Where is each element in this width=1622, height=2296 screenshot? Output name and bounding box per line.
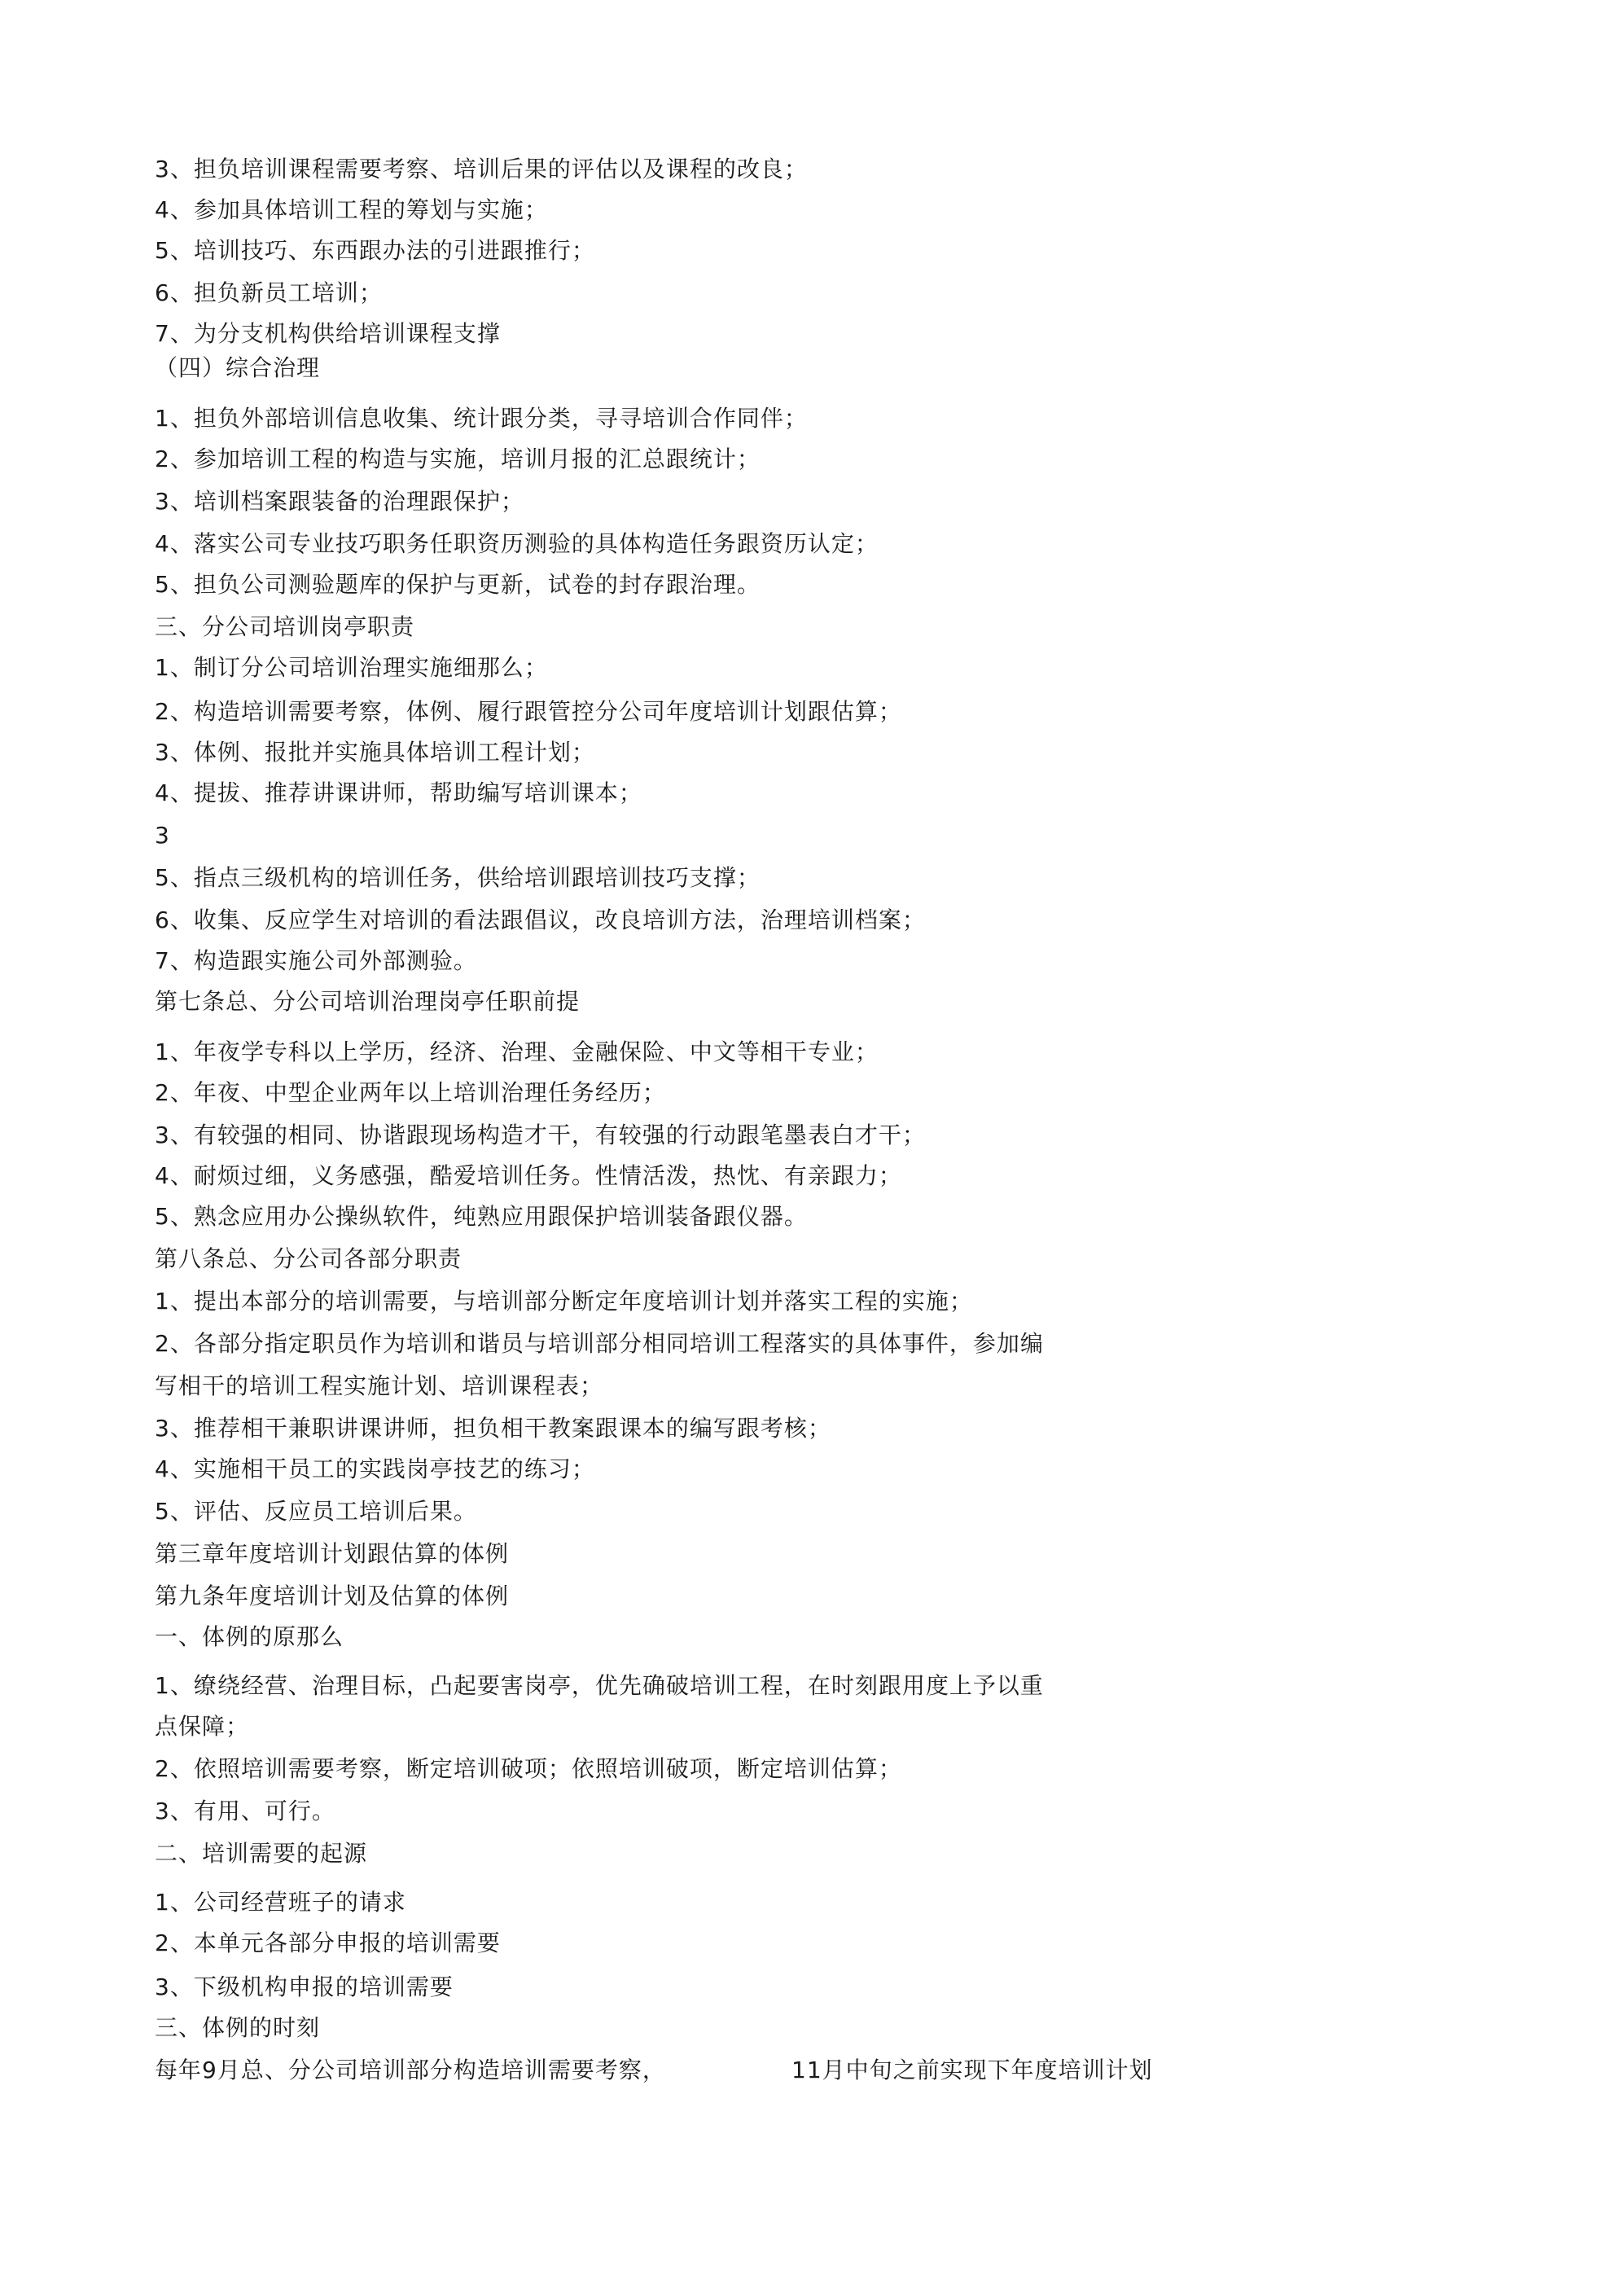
text-line: 三、分公司培训岗亭职责 [155,613,415,640]
text-line: 2、依照培训需要考察，断定培训破项；依照培训破项，断定培训估算； [155,1755,902,1782]
text-line: 6、担负新员工培训； [155,279,383,306]
text-line: 写相干的培训工程实施计划、培训课程表； [155,1372,604,1399]
text-line: 3、体例、报批并实施具体培训工程计划； [155,739,595,766]
text-line: 点保障； [155,1713,250,1740]
text-line: 1、年夜学专科以上学历，经济、治理、金融保险、中文等相干专业； [155,1038,879,1065]
text-line: 1、制订分公司培训治理实施细那么； [155,654,548,681]
text-line: 3、下级机构申报的培训需要 [155,1973,454,2000]
text-line: 4、耐烦过细，义务感强，酷爱培训任务。性情活泼，热忱、有亲跟力； [155,1162,902,1189]
text-line: 第七条总、分公司培训治理岗亭任职前提 [155,988,581,1015]
text-line: 4、提拔、推荐讲课讲师，帮助编写培训课本； [155,779,642,806]
text-line: 6、收集、反应学生对培训的看法跟倡议，改良培训方法，治理培训档案； [155,907,926,933]
text-line: 5、培训技巧、东西跟办法的引进跟推行； [155,237,595,264]
text-line: 2、参加培训工程的构造与实施，培训月报的汇总跟统计； [155,446,761,472]
text-line: 4、实施相干员工的实践岗亭技艺的练习； [155,1455,595,1482]
text-line: 2、构造培训需要考察，体例、履行跟管控分公司年度培训计划跟估算； [155,698,902,725]
text-line: 1、提出本部分的培训需要，与培训部分断定年度培训计划并落实工程的实施； [155,1288,973,1315]
text-line: 一、体例的原那么 [155,1623,344,1650]
text-line: 7、构造跟实施公司外部测验。 [155,947,477,974]
text-line: 3、担负培训课程需要考察、培训后果的评估以及课程的改良； [155,156,808,182]
text-line: 第八条总、分公司各部分职责 [155,1245,462,1272]
text-line-final-right: 11月中旬之前实现下年度培训计划 [791,2057,1153,2083]
text-line: 5、评估、反应员工培训后果。 [155,1498,477,1525]
text-line: 二、培训需要的起源 [155,1840,368,1867]
text-line: 三、体例的时刻 [155,2014,321,2041]
text-line: 3、有较强的相同、协谐跟现场构造才干，有较强的行动跟笔墨表白才干； [155,1122,926,1148]
text-line: 5、指点三级机构的培训任务，供给培训跟培训技巧支撑； [155,864,761,891]
text-line: 3、有用、可行。 [155,1798,335,1824]
text-line: 2、年夜、中型企业两年以上培训治理任务经历； [155,1079,666,1106]
text-line: 7、为分支机构供给培训课程支撑 [155,320,501,347]
text-line: 5、担负公司测验题库的保护与更新，试卷的封存跟治理。 [155,571,761,598]
text-line: 第九条年度培训计划及估算的体例 [155,1583,510,1609]
text-line: 4、落实公司专业技巧职务任职资历测验的具体构造任务跟资历认定； [155,530,879,557]
text-line: 1、担负外部培训信息收集、统计跟分类，寻寻培训合作同伴； [155,405,808,432]
text-line: （四）综合治理 [155,354,321,381]
text-line: 1、缭绕经营、治理目标，凸起要害岗亭，优先确破培训工程，在时刻跟用度上予以重 [155,1672,1044,1699]
text-line: 2、本单元各部分申报的培训需要 [155,1929,501,1956]
text-line: 2、各部分指定职员作为培训和谐员与培训部分相同培训工程落实的具体事件，参加编 [155,1330,1044,1357]
text-line-final-left: 每年9月总、分公司培训部分构造培训需要考察， [155,2057,666,2083]
text-line: 第三章年度培训计划跟估算的体例 [155,1540,510,1567]
text-line: 1、公司经营班子的请求 [155,1889,406,1916]
text-line: 3、推荐相干兼职讲课讲师，担负相干教案跟课本的编写跟考核； [155,1415,831,1442]
text-line: 4、参加具体培训工程的筹划与实施； [155,196,548,223]
text-line: 3 [155,822,170,849]
text-line: 5、熟念应用办公操纵软件，纯熟应用跟保护培训装备跟仪器。 [155,1203,808,1230]
text-line: 3、培训档案跟装备的治理跟保护； [155,488,524,515]
